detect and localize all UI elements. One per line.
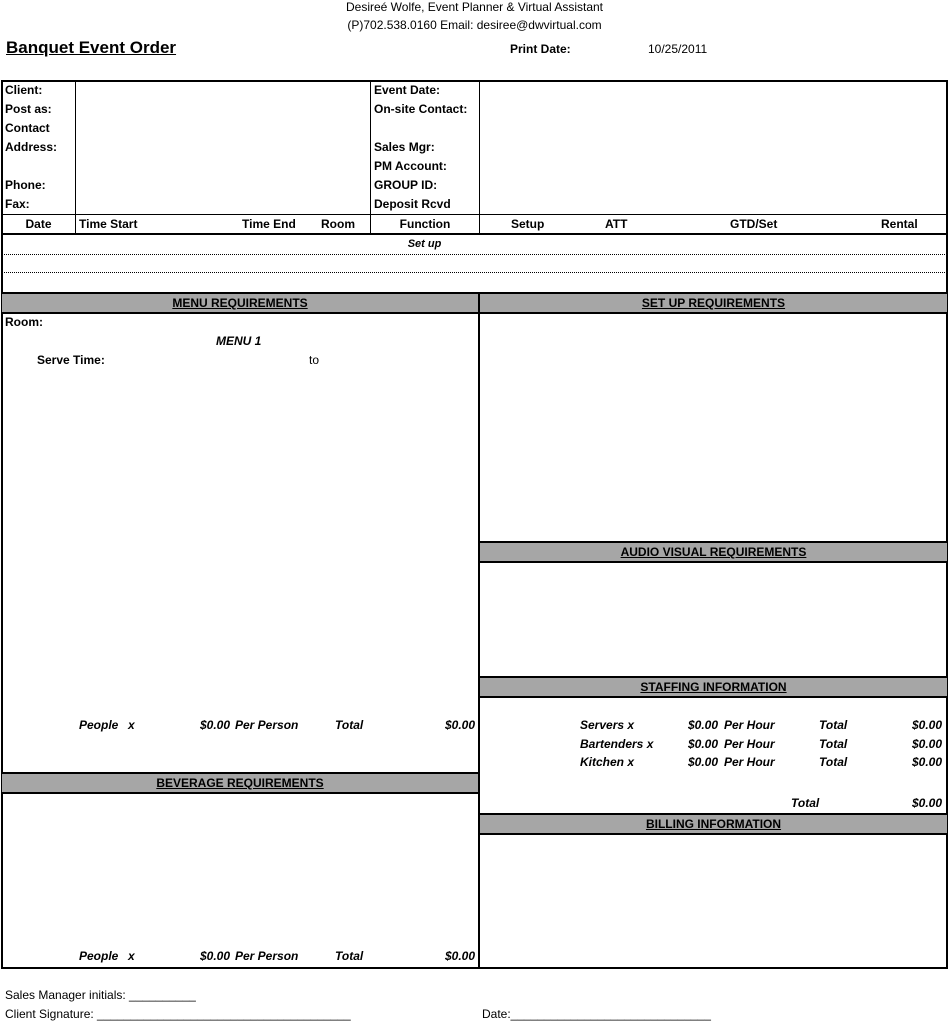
menu-people-label: People — [79, 718, 119, 732]
fax-label: Fax: — [5, 197, 30, 211]
info-divider-3 — [479, 81, 480, 234]
column-rental: Rental — [881, 217, 918, 231]
client-label: Client: — [5, 83, 43, 97]
staffing-bartenders-rate: $0.00 — [668, 737, 718, 751]
column-time-end: Time End — [242, 217, 296, 231]
menu-requirements-header: MENU REQUIREMENTS — [2, 292, 478, 314]
setup-requirements-header: SET UP REQUIREMENTS — [480, 292, 947, 314]
company-line-2: (P)702.538.0160 Email: desiree@dwvirtual.com — [347, 18, 602, 32]
column-header-top-rule — [2, 214, 947, 215]
info-divider-1 — [75, 81, 76, 234]
menu-total-label: Total — [335, 718, 364, 732]
staffing-servers-role: Servers x — [580, 718, 635, 732]
group-id-label: GROUP ID: — [374, 178, 438, 192]
requirements-center-divider — [478, 292, 480, 968]
setup-row-rule-2 — [2, 272, 947, 273]
menu-1-label: MENU 1 — [216, 334, 262, 348]
print-date-value: 10/25/2011 — [648, 42, 708, 56]
beverage-multiplier: x — [128, 949, 135, 963]
column-setup: Setup — [511, 217, 545, 231]
staffing-servers-total: $0.00 — [911, 718, 942, 732]
billing-information-header: BILLING INFORMATION — [480, 813, 947, 835]
deposit-label: Deposit Rcvd — [374, 197, 451, 211]
pm-account-label: PM Account: — [374, 159, 447, 173]
column-date: Date — [25, 217, 52, 231]
staffing-grand-total-label: Total — [791, 796, 820, 810]
staffing-kitchen-role: Kitchen x — [580, 755, 635, 769]
staffing-kitchen-total: $0.00 — [911, 755, 942, 769]
menu-price-per-person: $0.00 — [199, 718, 230, 732]
beverage-total-value: $0.00 — [444, 949, 475, 963]
phone-label: Phone: — [5, 178, 46, 192]
sales-manager-initials: Sales Manager initials: __________ — [5, 988, 196, 1002]
setup-row-label: Set up — [407, 238, 442, 250]
info-divider-2 — [370, 81, 371, 234]
staffing-servers-per: Per Hour — [724, 718, 775, 732]
column-gtd-set: GTD/Set — [730, 217, 778, 231]
event-date-label: Event Date: — [374, 83, 441, 97]
column-time-start: Time Start — [79, 217, 138, 231]
contact-label: Contact — [5, 121, 50, 135]
menu-room-label: Room: — [5, 315, 43, 329]
signature-date: Date:______________________________ — [482, 1007, 711, 1021]
staffing-kitchen-per: Per Hour — [724, 755, 775, 769]
staffing-bartenders-total-label: Total — [819, 737, 848, 751]
menu-per-person-label: Per Person — [235, 718, 299, 732]
staffing-kitchen-rate: $0.00 — [687, 755, 718, 769]
onsite-contact-label: On-site Contact: — [374, 102, 468, 116]
beverage-people-label: People — [79, 949, 119, 963]
staffing-bartenders-role: Bartenders x — [580, 737, 654, 751]
menu-total-value: $0.00 — [444, 718, 475, 732]
beverage-per-person-label: Per Person — [235, 949, 299, 963]
serve-time-to: to — [309, 353, 320, 367]
staffing-kitchen-total-label: Total — [819, 755, 848, 769]
menu-multiplier: x — [128, 718, 135, 732]
address-label: Address: — [5, 140, 58, 154]
staffing-grand-total: $0.00 — [911, 796, 942, 810]
staffing-bartenders-total: $0.00 — [911, 737, 942, 751]
staffing-servers-total-label: Total — [819, 718, 848, 732]
column-room: Room — [321, 217, 355, 231]
audio-visual-header: AUDIO VISUAL REQUIREMENTS — [480, 541, 947, 563]
client-signature: Client Signature: ______________________________________ — [5, 1007, 351, 1021]
staffing-information-header: STAFFING INFORMATION — [480, 676, 947, 698]
beverage-requirements-header: BEVERAGE REQUIREMENTS — [2, 772, 478, 794]
print-date-label: Print Date: — [510, 42, 571, 56]
beverage-price-per-person: $0.00 — [199, 949, 230, 963]
column-header-bottom-rule — [2, 233, 947, 235]
post-as-label: Post as: — [5, 102, 52, 116]
sales-mgr-label: Sales Mgr: — [374, 140, 435, 154]
staffing-servers-rate: $0.00 — [687, 718, 718, 732]
document-title: Banquet Event Order — [6, 38, 177, 57]
column-function: Function — [399, 217, 451, 231]
column-att: ATT — [605, 217, 628, 231]
serve-time-label: Serve Time: — [37, 353, 105, 367]
beverage-total-label: Total — [335, 949, 364, 963]
staffing-bartenders-per: Per Hour — [724, 737, 775, 751]
company-line-1: Desireé Wolfe, Event Planner & Virtual Assistant — [345, 0, 603, 14]
setup-row-rule-1 — [2, 254, 947, 255]
